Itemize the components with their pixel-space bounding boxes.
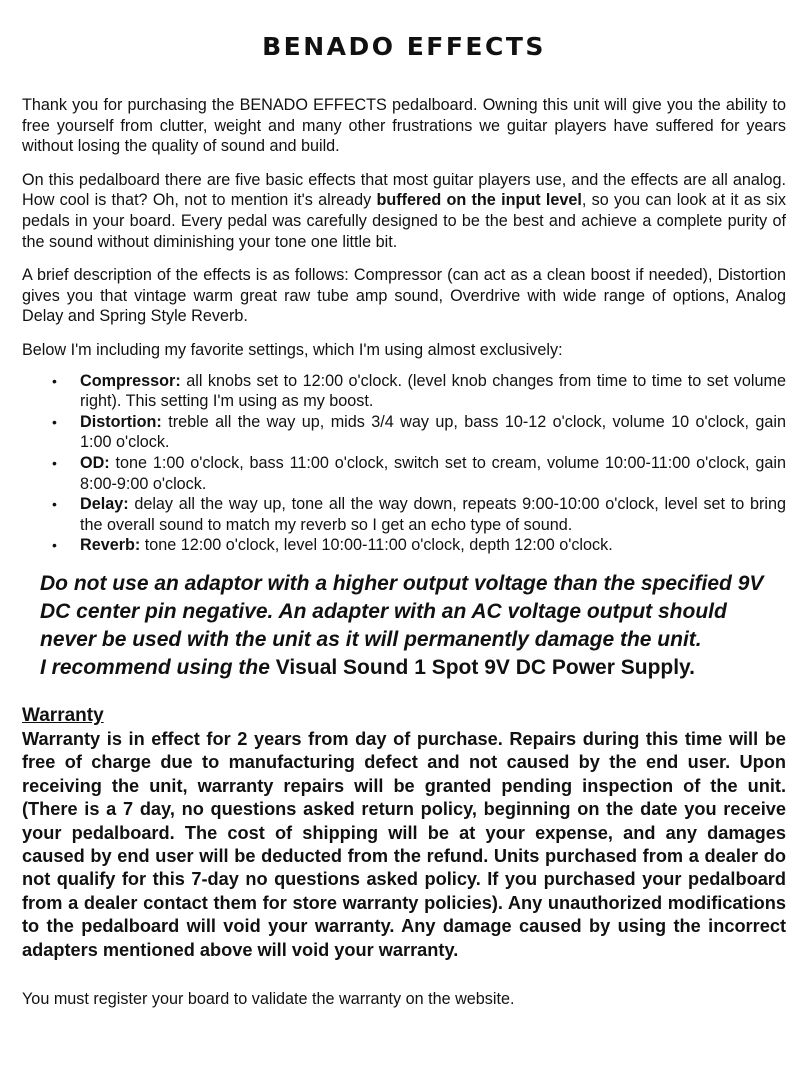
effects-paragraph [22,170,786,252]
setting-text: treble all the way up, mids 3/4 way up, bass 10-12 o'clock, volume 10 o'clock, gain 1:00 o'clock. [80,412,786,452]
setting-name: Distortion: [80,412,162,431]
setting-name: Delay: [80,495,129,514]
setting-text: all knobs set to 12:00 o'clock. (level knob changes from time to time to set volume right). This setting I'm using as my boost. [80,371,786,411]
setting-name: OD: [80,453,110,472]
warning-recommend: I recommend using the [40,655,276,679]
intro-paragraph: Thank you for purchasing the BENADO EFFECTS pedalboard. Owning this unit will give you the ability to free yourself from clutter, weight and many other frustrations we guitar players have suffered for years without losing the quality of sound and build. [22,96,786,156]
effects-text-after: , so you can look at it as six pedals in your board. Every pedal was carefully designed to be the best and achieve a complete purity of the sound without diminishing your tone one little bit. [22,191,786,251]
setting-name: Reverb: [80,536,141,555]
recommended-product: Visual Sound 1 Spot 9V DC Power Supply. [275,655,696,679]
list-item [22,371,786,412]
warning-text: Do not use an adaptor with a higher output voltage than the specified 9V DC center pin negative. An adapter with an AC voltage output should never be used with the unit as it will permanently damage the unit. [40,571,764,651]
document-page [22,26,786,1010]
list-item [22,535,786,556]
bullet-icon: • [52,372,57,389]
setting-text: tone 12:00 o'clock, level 10:00-11:00 o'clock, depth 12:00 o'clock. [140,536,613,555]
bullet-icon: • [52,454,57,471]
description-paragraph: A brief description of the effects is as follows: Compressor (can act as a clean boost if needed), Distortion gives you that vintage warm great raw tube amp sound, Overdrive with wide range of options, Analog Delay and Spring Style Reverb. [22,266,786,326]
settings-intro: Below I'm including my favorite settings, which I'm using almost exclusively: [22,340,563,359]
effects-text-before: On this pedalboard there are five basic effects that most guitar players use, and the effects are all analog. How cool is that? Oh, not to mention it's already [22,170,786,210]
effects-text-bold: buffered on the input level [376,191,582,210]
list-item [22,494,786,535]
bullet-icon: • [52,413,57,430]
bullet-icon: • [52,537,57,554]
registration-note: You must register your board to validate the warranty on the website. [22,989,515,1008]
power-warning [22,570,786,682]
list-item [22,453,786,494]
warranty-text: Warranty is in effect for 2 years from day of purchase. Repairs during this time will be free of charge due to manufacturing defect and not caused by the end user. Upon receiving the unit, warranty repairs will be granted pending inspection of the unit. (There is a 7 day, no questions asked return policy, beginning on the date you receive your pedalboard. The cost of shipping will be at your expense, and any damages caused by end user will be deducted from the refund. Units purchased from a dealer do not qualify for this 7-day no questions asked policy. If you purchased your pedalboard from a dealer contact them for store warranty policies). Any unauthorized modifications to the pedalboard will void your warranty. Any damage caused by using the incorrect adapters mentioned above will void your warranty. [22,728,786,960]
list-item [22,412,786,453]
setting-text: tone 1:00 o'clock, bass 11:00 o'clock, switch set to cream, volume 10:00-11:00 o'clock, gain 8:00-9:00 o'clock. [80,453,786,493]
warranty-heading: Warranty [22,704,104,726]
document-title: BENADO EFFECTS [262,32,546,61]
settings-list [22,371,786,556]
setting-text: delay all the way up, tone all the way down, repeats 9:00-10:00 o'clock, level set to bring the overall sound to match my reverb so I get an echo type of sound. [80,495,786,534]
bullet-icon: • [52,496,57,513]
setting-name: Compressor: [80,371,181,390]
